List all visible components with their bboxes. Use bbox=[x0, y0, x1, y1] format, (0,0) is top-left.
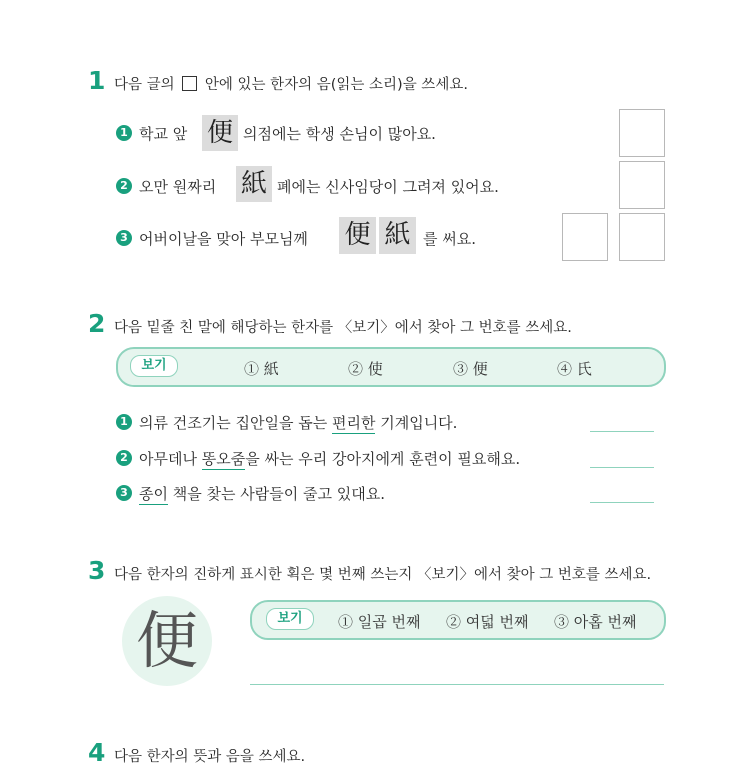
question-1-text-before: 다음 글의 bbox=[114, 77, 175, 93]
q2-item-3-answer-line[interactable] bbox=[590, 502, 654, 503]
q2-item-2-number: 2 bbox=[116, 450, 132, 466]
bogi-box-q3 bbox=[250, 600, 666, 640]
q2-item-1-underline: 편리한 bbox=[331, 414, 376, 432]
question-3-number: 3 bbox=[88, 556, 106, 585]
bogi-option-1: ① 紙 bbox=[244, 360, 279, 378]
q2-item-3-after: 책을 찾는 사람들이 줄고 있대요. bbox=[167, 485, 385, 503]
item-2-text-after: 폐에는 신사임당이 그려져 있어요. bbox=[277, 178, 499, 196]
q2-item-2-text bbox=[139, 448, 520, 469]
item-2-hanja: 紙 bbox=[236, 166, 272, 202]
bogi-option-2: ② 使 bbox=[348, 360, 383, 378]
q2-item-1-before: 의류 건조기는 집안일을 돕는 bbox=[139, 414, 332, 432]
question-3-text: 다음 한자의 진하게 표시한 획은 몇 번째 쓰는지 〈보기〉에서 찾아 그 번호를 쓰세요. bbox=[114, 567, 652, 583]
q3-answer-line[interactable] bbox=[250, 684, 664, 685]
question-2-number: 2 bbox=[88, 309, 106, 338]
q2-item-1-answer-line[interactable] bbox=[590, 431, 654, 432]
q2-item-2-underline: 똥오줌 bbox=[201, 450, 246, 468]
question-4-number: 4 bbox=[88, 738, 106, 767]
q2-item-1-text bbox=[139, 412, 457, 433]
question-1-number: 1 bbox=[88, 66, 106, 95]
bogi-label-q2: 보기 bbox=[130, 355, 178, 377]
bogi-q3-option-1: ① 일곱 번째 bbox=[338, 613, 421, 631]
question-2-text: 다음 밑줄 친 말에 해당하는 한자를 〈보기〉에서 찾아 그 번호를 쓰세요. bbox=[114, 320, 572, 336]
item-2-text-before: 오만 원짜리 bbox=[139, 178, 217, 196]
blank-box-icon bbox=[182, 76, 197, 91]
stroke-order-hanja: 便 bbox=[135, 604, 198, 677]
item-2-answer-box[interactable] bbox=[619, 161, 665, 209]
item-3-text-before: 어버이날을 맞아 부모님께 bbox=[139, 230, 308, 248]
q2-item-2-answer-line[interactable] bbox=[590, 467, 654, 468]
bogi-label-q3: 보기 bbox=[266, 608, 314, 630]
item-2-number: 2 bbox=[116, 178, 132, 194]
bogi-option-4: ④ 氏 bbox=[557, 360, 592, 378]
item-3-number: 3 bbox=[116, 230, 132, 246]
item-3-hanja-2: 紙 bbox=[379, 217, 416, 254]
question-1-text-after: 안에 있는 한자의 음(읽는 소리)을 쓰세요. bbox=[204, 77, 468, 93]
bogi-option-3: ③ 便 bbox=[453, 360, 488, 378]
q2-item-2-after: 을 싸는 우리 강아지에게 훈련이 필요해요. bbox=[245, 450, 521, 468]
item-3-answer-box-2[interactable] bbox=[619, 213, 665, 261]
item-1-text-after: 의점에는 학생 손님이 많아요. bbox=[243, 125, 436, 143]
item-1-text-before: 학교 앞 bbox=[139, 125, 188, 143]
item-1-hanja: 便 bbox=[202, 115, 238, 151]
q2-item-3-text bbox=[139, 483, 385, 504]
bogi-q3-option-3: ③ 아홉 번째 bbox=[554, 613, 637, 631]
item-1-answer-box[interactable] bbox=[619, 109, 665, 157]
item-3-answer-box-1[interactable] bbox=[562, 213, 608, 261]
bogi-q3-option-2: ② 여덟 번째 bbox=[446, 613, 529, 631]
q2-item-1-number: 1 bbox=[116, 414, 132, 430]
q2-item-2-before: 아무데나 bbox=[139, 450, 202, 468]
item-3-text-after: 를 써요. bbox=[423, 230, 477, 248]
question-4-text: 다음 한자의 뜻과 음을 쓰세요. bbox=[114, 749, 306, 765]
hanja-stroke-circle bbox=[122, 596, 212, 686]
item-1-number: 1 bbox=[116, 125, 132, 141]
q2-item-3-number: 3 bbox=[116, 485, 132, 501]
item-3-hanja-1: 便 bbox=[339, 217, 376, 254]
q2-item-1-after: 기계입니다. bbox=[375, 414, 458, 432]
bogi-box-q2 bbox=[116, 347, 666, 387]
q2-item-3-underline: 종이 bbox=[139, 485, 168, 503]
question-1-text bbox=[114, 73, 468, 94]
